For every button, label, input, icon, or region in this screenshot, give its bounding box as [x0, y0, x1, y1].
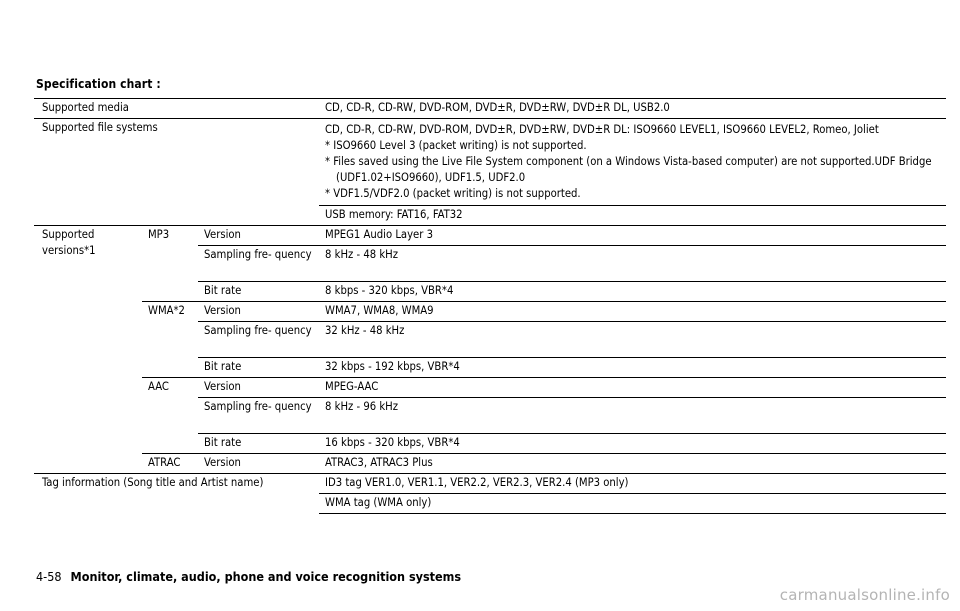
row-value-file-systems — [319, 119, 946, 206]
param-label: Bit rate — [198, 434, 319, 454]
param-label: Version — [198, 302, 319, 322]
page-number: 4-58 — [36, 569, 62, 584]
specification-table — [34, 98, 946, 514]
file-systems-note: * VDF1.5/VDF2.0 (packet writing) is not supported. — [325, 187, 581, 200]
row-value-wma-tag: WMA tag (WMA only) — [319, 494, 946, 514]
table-row — [34, 302, 946, 322]
param-label: Sampling fre- quency — [198, 246, 319, 282]
table-row — [34, 226, 946, 246]
param-label: Sampling fre- quency — [198, 322, 319, 358]
param-label: Bit rate — [198, 358, 319, 378]
param-label: Sampling fre- quency — [198, 398, 319, 434]
table-row — [34, 119, 946, 206]
row-label-versions: Supported versions*1 — [34, 226, 142, 474]
row-value-media: CD, CD-R, CD-RW, DVD-ROM, DVD±R, DVD±RW, DVD±R DL, USB2.0 — [319, 99, 946, 119]
row-value-usb: USB memory: FAT16, FAT32 — [319, 206, 946, 226]
param-value: 16 kbps - 320 kbps, VBR*4 — [319, 434, 946, 454]
watermark: carmanualsonline.info — [779, 586, 950, 604]
table-row — [34, 474, 946, 494]
param-label: Version — [198, 226, 319, 246]
row-label-media: Supported media — [34, 99, 319, 119]
file-systems-line: CD, CD-R, CD-RW, DVD-ROM, DVD±R, DVD±RW, DVD±R DL: ISO9660 LEVEL1, ISO9660 LEVEL2, Romeo, Joliet — [325, 123, 879, 136]
table-row — [34, 454, 946, 474]
format-aac: AAC — [142, 378, 198, 454]
format-atrac: ATRAC — [142, 454, 198, 474]
row-label-tag-info: Tag information (Song title and Artist name) — [34, 474, 319, 514]
format-mp3: MP3 — [142, 226, 198, 302]
section-title: Monitor, climate, audio, phone and voice recognition systems — [70, 569, 462, 584]
param-value: WMA7, WMA8, WMA9 — [319, 302, 946, 322]
param-value: 8 kHz - 48 kHz — [319, 246, 946, 282]
file-systems-note: * Files saved using the Live File System component (on a Windows Vista-based computer) are not supported.UDF Bridge (UDF1.02+ISO9660), UDF1.5, UDF2.0 — [325, 155, 932, 184]
param-label: Bit rate — [198, 282, 319, 302]
row-value-id3: ID3 tag VER1.0, VER1.1, VER2.2, VER2.3, VER2.4 (MP3 only) — [319, 474, 946, 494]
row-label-file-systems: Supported file systems — [34, 119, 319, 226]
param-value: 32 kHz - 48 kHz — [319, 322, 946, 358]
table-row — [34, 378, 946, 398]
param-value: ATRAC3, ATRAC3 Plus — [319, 454, 946, 474]
param-value: MPEG-AAC — [319, 378, 946, 398]
file-systems-note: * ISO9660 Level 3 (packet writing) is not supported. — [325, 139, 587, 152]
format-wma: WMA*2 — [142, 302, 198, 378]
table-row — [34, 99, 946, 119]
page-heading: Specification chart : — [36, 77, 161, 91]
param-value: 8 kbps - 320 kbps, VBR*4 — [319, 282, 946, 302]
param-label: Version — [198, 454, 319, 474]
param-value: 32 kbps - 192 kbps, VBR*4 — [319, 358, 946, 378]
page-footer — [36, 569, 461, 584]
param-value: 8 kHz - 96 kHz — [319, 398, 946, 434]
param-value: MPEG1 Audio Layer 3 — [319, 226, 946, 246]
param-label: Version — [198, 378, 319, 398]
